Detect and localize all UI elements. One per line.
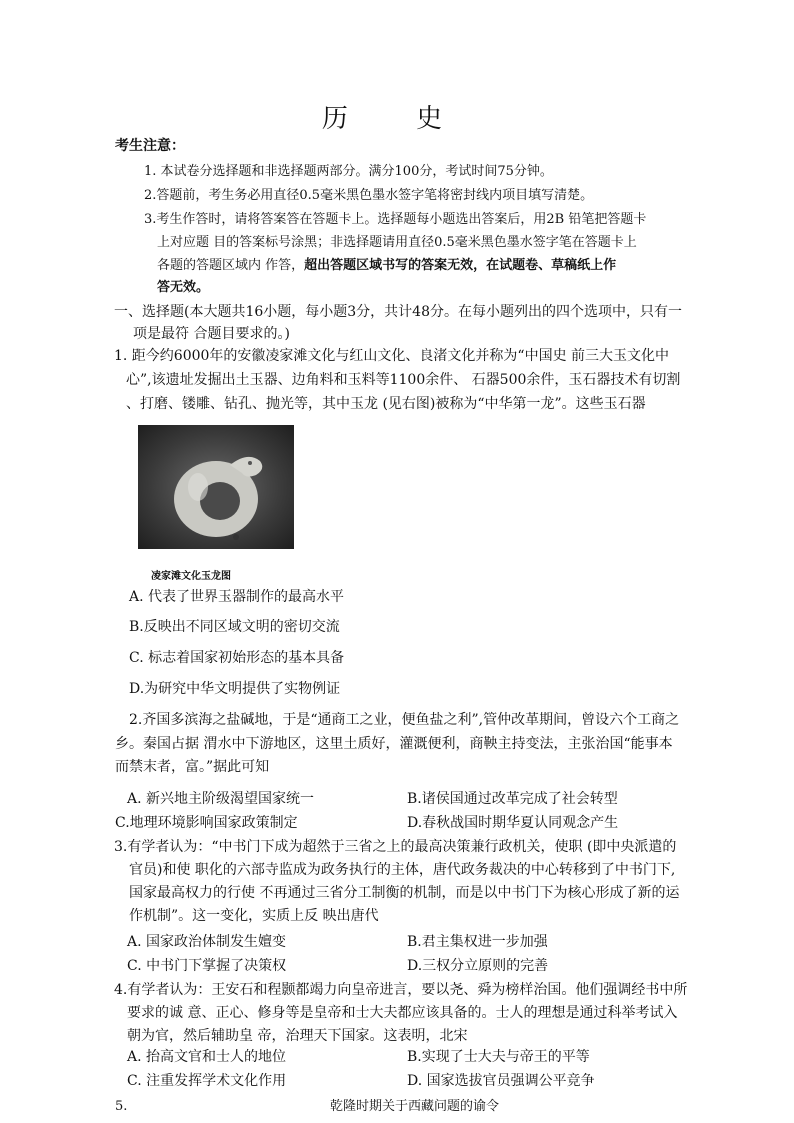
jade-dragon-photo: [138, 425, 294, 549]
q3-option-c: C. 中书门下掌握了决策权: [127, 958, 287, 974]
notice-item-2: 2.答题前，考生务必用直径0.5毫米黑色墨水签字笔将密封线内项目填写清楚。: [144, 188, 594, 203]
q2-option-b: B.诸侯国通过改革完成了社会转型: [407, 791, 618, 807]
photo-caption: 凌家滩文化玉龙图: [151, 571, 231, 582]
section-line-2: 项是最符 合题目要求的。): [133, 326, 290, 342]
q2-option-d: D.春秋战国时期华夏认同观念产生: [407, 815, 619, 831]
q1-line-2: 心”,该遗址发掘出土玉器、边角料和玉料等1100余件、 石器500余件，玉石器技术有切割: [126, 372, 681, 388]
q1-option-a: A. 代表了世界玉器制作的最高水平: [129, 589, 345, 605]
q3-option-a: A. 国家政治体制发生嬗变: [127, 934, 287, 950]
q2-line-1: 2.齐国多滨海之盐碱地，于是“通商工之业，便鱼盐之利”,管仲改革期间，曾设六个工商之: [129, 712, 680, 728]
notice-heading: 考生注意：: [115, 138, 185, 154]
q5-number: 5.: [115, 1099, 128, 1114]
q3-option-d: D.三权分立原则的完善: [407, 958, 549, 974]
notice-item-3: 3.考生作答时，请将答案答在答题卡上。选择题每小题选出答案后，用2B 铅笔把答题卡: [144, 212, 647, 227]
q4-line-3: 朝为官，然后辅助皇 帝，治理天下国家。这表明，北宋: [127, 1028, 468, 1044]
q5-table-title: 乾隆时期关于西藏问题的谕令: [330, 1099, 500, 1114]
q4-line-1: 4.有学者认为：王安石和程颢都竭力向皇帝进言，要以尧、舜为榜样治国。他们强调经书中所: [114, 982, 688, 998]
notice-item-3-emphasis: 超出答题区域书写的答案无效，在试题卷、草稿纸上作: [304, 258, 617, 273]
q3-line-4: 作机制”。这一变化，实质上反 映出唐代: [129, 908, 379, 924]
q3-line-2: 官员)和使 职化的六部寺监成为政务执行的主体，唐代政务裁决的中心转移到了中书门下,: [129, 862, 676, 878]
q2-option-a: A. 新兴地主阶级渴望国家统一: [127, 791, 315, 807]
q1-option-c: C. 标志着国家初始形态的基本具备: [129, 650, 345, 666]
q2-line-2: 乡。秦国占据 渭水中下游地区，这里土质好，灌溉便利，商鞅主持变法，主张治国“能事本: [115, 736, 673, 752]
page-title: 历 史: [321, 104, 473, 134]
q2-line-3: 而禁末者，富。”据此可知: [115, 759, 270, 775]
q3-line-1: 3.有学者认为：“中书门下成为超然于三省之上的最高决策兼行政机关，使职 (即中央派遣的: [114, 839, 677, 855]
q1-line-3: 、打磨、镂雕、钻孔、抛光等，其中玉龙 (见右图)被称为“中华第一龙”。这些玉石器: [126, 396, 646, 412]
q3-option-b: B.君主集权进一步加强: [407, 934, 548, 950]
q1-option-b: B.反映出不同区域文明的密切交流: [129, 619, 340, 635]
section-line-1: 一、选择题(本大题共16小题，每小题3分，共计48分。在每小题列出的四个选项中，只有一: [114, 304, 682, 320]
q4-option-b: B.实现了士大夫与帝王的平等: [407, 1049, 590, 1065]
q4-option-c: C. 注重发挥学术文化作用: [127, 1073, 287, 1089]
q4-option-a: A. 抬高文官和士人的地位: [127, 1049, 287, 1065]
q1-line-1: 1. 距今约6000年的安徽凌家滩文化与红山文化、良渚文化并称为“中国史 前三大玉文化中: [114, 348, 670, 364]
notice-item-1: 1. 本试卷分选择题和非选择题两部分。满分100分，考试时间75分钟。: [144, 164, 553, 179]
q2-option-c: C.地理环境影响国家政策制定: [115, 815, 298, 831]
notice-item-3-cont2: 各题的答题区域内 作答，: [157, 258, 305, 273]
notice-item-3-cont: 上对应题 目的答案标号涂黑；非选择题请用直径0.5毫米黑色墨水签字笔在答题卡上: [157, 235, 637, 250]
q1-option-d: D.为研究中华文明提供了实物例证: [129, 681, 341, 697]
q4-option-d: D. 国家选拔官员强调公平竞争: [407, 1073, 595, 1089]
q3-line-3: 国家最高权力的行使 不再通过三省分工制衡的机制，而是以中书门下为核心形成了新的运: [129, 885, 680, 901]
notice-item-3-emphasis-end: 答无效。: [157, 280, 210, 295]
q4-line-2: 要求的诚 意、正心、修身等是皇帝和士大夫都应该具备的。士人的理想是通过科举考试入: [127, 1005, 678, 1021]
